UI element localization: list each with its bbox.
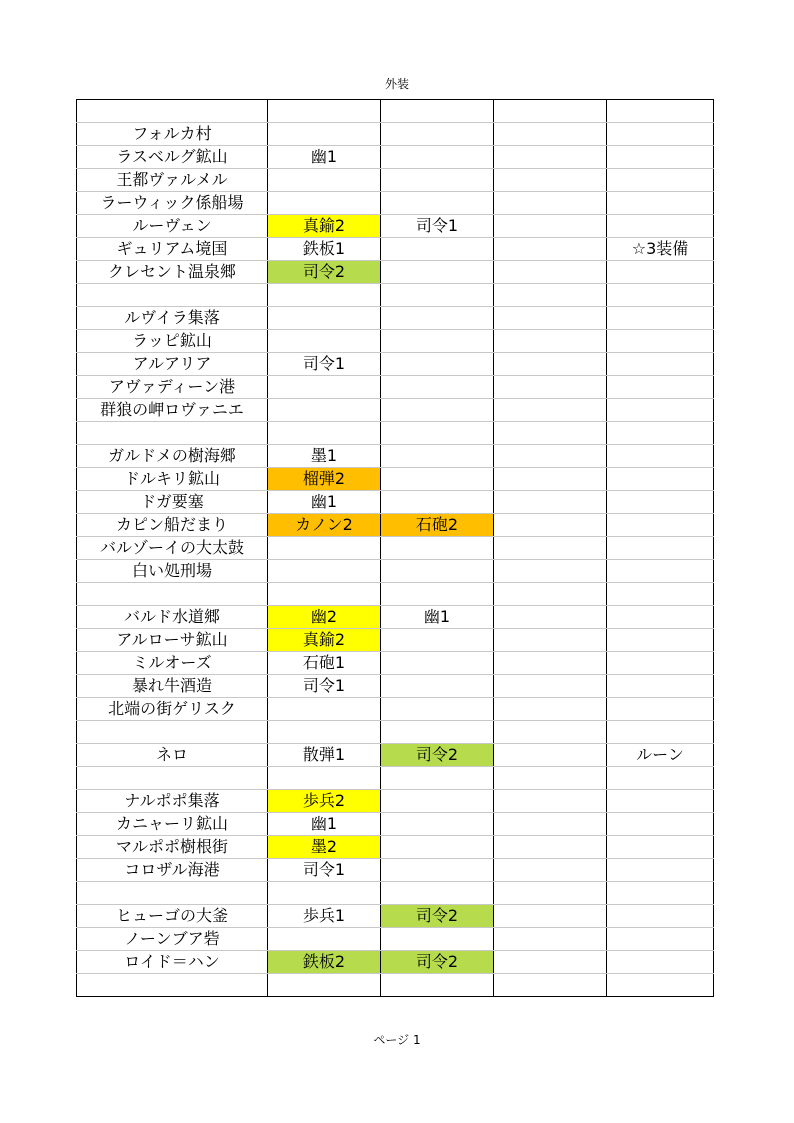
item-cell xyxy=(607,330,714,353)
location-cell: バルゾーイの大太鼓 xyxy=(77,537,268,560)
location-cell: ドガ要塞 xyxy=(77,491,268,514)
item-cell xyxy=(607,882,714,905)
table-row xyxy=(77,859,714,882)
table-row xyxy=(77,813,714,836)
item-cell: 真鍮2 xyxy=(268,215,381,238)
item-cell xyxy=(607,629,714,652)
item-cell xyxy=(494,744,607,767)
item-cell xyxy=(494,537,607,560)
item-cell xyxy=(381,583,494,606)
item-cell xyxy=(268,537,381,560)
item-cell xyxy=(268,192,381,215)
item-cell: 墨2 xyxy=(268,836,381,859)
item-cell xyxy=(381,284,494,307)
item-cell xyxy=(494,514,607,537)
item-cell xyxy=(381,399,494,422)
location-cell: ルヴイラ集落 xyxy=(77,307,268,330)
item-cell: ルーン xyxy=(607,744,714,767)
item-cell: カノン2 xyxy=(268,514,381,537)
table-row xyxy=(77,376,714,399)
item-cell xyxy=(607,813,714,836)
table-row xyxy=(77,974,714,997)
item-cell xyxy=(381,813,494,836)
location-cell xyxy=(77,583,268,606)
item-cell xyxy=(268,721,381,744)
item-cell xyxy=(268,330,381,353)
item-cell: 石砲1 xyxy=(268,652,381,675)
item-cell xyxy=(494,560,607,583)
location-cell: フォルカ村 xyxy=(77,123,268,146)
table-row xyxy=(77,514,714,537)
item-cell: 鉄板1 xyxy=(268,238,381,261)
table-row xyxy=(77,560,714,583)
item-cell xyxy=(268,399,381,422)
item-cell xyxy=(381,422,494,445)
table-row xyxy=(77,767,714,790)
item-cell: 司令2 xyxy=(381,744,494,767)
item-cell xyxy=(381,629,494,652)
table-row xyxy=(77,537,714,560)
table-row xyxy=(77,698,714,721)
item-cell xyxy=(381,169,494,192)
table-row xyxy=(77,261,714,284)
item-cell: 司令2 xyxy=(381,951,494,974)
table-row xyxy=(77,330,714,353)
item-cell xyxy=(494,422,607,445)
item-cell: 真鍮2 xyxy=(268,629,381,652)
item-cell: 歩兵2 xyxy=(268,790,381,813)
location-cell: バルド水道郷 xyxy=(77,606,268,629)
location-cell: アヴァディーン港 xyxy=(77,376,268,399)
location-cell: ロイド＝ハン xyxy=(77,951,268,974)
item-cell xyxy=(494,652,607,675)
item-cell xyxy=(607,583,714,606)
item-cell xyxy=(494,974,607,997)
item-cell xyxy=(494,836,607,859)
spreadsheet-table xyxy=(76,99,714,997)
item-cell xyxy=(494,399,607,422)
table-row xyxy=(77,445,714,468)
location-cell: 暴れ牛酒造 xyxy=(77,675,268,698)
table-row xyxy=(77,238,714,261)
item-cell: 幽1 xyxy=(268,491,381,514)
item-cell xyxy=(268,376,381,399)
location-cell: クレセント温泉郷 xyxy=(77,261,268,284)
item-cell xyxy=(607,721,714,744)
table-row xyxy=(77,606,714,629)
item-cell xyxy=(494,698,607,721)
table-row xyxy=(77,215,714,238)
table-row xyxy=(77,169,714,192)
location-cell: 王都ヴァルメル xyxy=(77,169,268,192)
item-cell xyxy=(494,169,607,192)
item-cell: 歩兵1 xyxy=(268,905,381,928)
page-header: 外装 xyxy=(384,77,409,91)
item-cell xyxy=(381,307,494,330)
table-row xyxy=(77,583,714,606)
item-cell xyxy=(607,284,714,307)
location-cell: コロザル海港 xyxy=(77,859,268,882)
item-cell xyxy=(607,905,714,928)
table-row xyxy=(77,744,714,767)
item-cell xyxy=(494,859,607,882)
location-cell: 北端の街ゲリスク xyxy=(77,698,268,721)
item-cell xyxy=(494,790,607,813)
location-cell: ラスベルグ鉱山 xyxy=(77,146,268,169)
table-row xyxy=(77,468,714,491)
item-cell xyxy=(494,951,607,974)
item-cell xyxy=(381,100,494,123)
item-cell: 幽1 xyxy=(381,606,494,629)
item-cell xyxy=(607,261,714,284)
item-cell xyxy=(607,307,714,330)
item-cell xyxy=(381,675,494,698)
item-cell xyxy=(607,353,714,376)
item-cell xyxy=(381,123,494,146)
location-cell: 白い処刑場 xyxy=(77,560,268,583)
item-cell xyxy=(607,928,714,951)
location-cell: ネロ xyxy=(77,744,268,767)
item-cell: 司令1 xyxy=(268,353,381,376)
table-row xyxy=(77,491,714,514)
table-row xyxy=(77,399,714,422)
item-cell xyxy=(607,767,714,790)
item-cell xyxy=(381,192,494,215)
item-cell xyxy=(607,215,714,238)
location-cell: ヒューゴの大釜 xyxy=(77,905,268,928)
item-cell: 石砲2 xyxy=(381,514,494,537)
item-cell xyxy=(268,123,381,146)
table-row xyxy=(77,307,714,330)
item-cell: ☆3装備 xyxy=(607,238,714,261)
item-cell xyxy=(494,100,607,123)
item-cell: 鉄板2 xyxy=(268,951,381,974)
item-cell xyxy=(268,974,381,997)
location-cell: ミルオーズ xyxy=(77,652,268,675)
item-cell xyxy=(381,376,494,399)
item-cell xyxy=(607,422,714,445)
item-cell xyxy=(494,491,607,514)
item-cell: 散弾1 xyxy=(268,744,381,767)
item-cell xyxy=(494,238,607,261)
item-cell xyxy=(607,606,714,629)
location-cell: ギュリアム境国 xyxy=(77,238,268,261)
table-row xyxy=(77,100,714,123)
item-cell xyxy=(607,537,714,560)
item-cell xyxy=(381,238,494,261)
item-cell xyxy=(494,192,607,215)
location-cell xyxy=(77,284,268,307)
location-cell xyxy=(77,974,268,997)
table-row xyxy=(77,790,714,813)
item-cell xyxy=(494,721,607,744)
item-cell xyxy=(607,514,714,537)
item-cell xyxy=(381,790,494,813)
item-cell xyxy=(381,330,494,353)
item-cell xyxy=(494,468,607,491)
item-cell: 榴弾2 xyxy=(268,468,381,491)
item-cell xyxy=(268,882,381,905)
item-cell xyxy=(381,859,494,882)
item-cell xyxy=(607,169,714,192)
item-cell xyxy=(494,215,607,238)
item-cell xyxy=(494,330,607,353)
item-cell: 司令1 xyxy=(268,675,381,698)
location-cell: カニャーリ鉱山 xyxy=(77,813,268,836)
item-cell xyxy=(268,583,381,606)
item-cell xyxy=(494,261,607,284)
item-cell xyxy=(268,928,381,951)
item-cell: 幽1 xyxy=(268,813,381,836)
item-cell xyxy=(494,882,607,905)
table-row xyxy=(77,882,714,905)
location-cell xyxy=(77,100,268,123)
item-cell xyxy=(381,537,494,560)
item-cell: 墨1 xyxy=(268,445,381,468)
item-cell: 司令2 xyxy=(381,905,494,928)
location-cell: ドルキリ鉱山 xyxy=(77,468,268,491)
item-cell xyxy=(381,560,494,583)
item-cell xyxy=(381,974,494,997)
table-row xyxy=(77,284,714,307)
item-cell xyxy=(607,836,714,859)
item-cell xyxy=(607,974,714,997)
item-cell xyxy=(607,399,714,422)
item-cell xyxy=(381,146,494,169)
item-cell xyxy=(494,813,607,836)
item-cell xyxy=(494,307,607,330)
location-cell: 群狼の岬ロヴァニエ xyxy=(77,399,268,422)
item-cell: 幽2 xyxy=(268,606,381,629)
table-row xyxy=(77,123,714,146)
item-cell xyxy=(607,123,714,146)
item-cell xyxy=(268,767,381,790)
location-cell: アルアリア xyxy=(77,353,268,376)
table-row xyxy=(77,675,714,698)
item-cell xyxy=(381,882,494,905)
item-cell xyxy=(268,169,381,192)
item-cell xyxy=(607,859,714,882)
location-cell: ラーウィック係船場 xyxy=(77,192,268,215)
item-cell xyxy=(494,583,607,606)
item-cell xyxy=(607,445,714,468)
table-row xyxy=(77,836,714,859)
table-row xyxy=(77,652,714,675)
item-cell xyxy=(607,376,714,399)
item-cell xyxy=(494,767,607,790)
item-cell xyxy=(381,721,494,744)
location-cell: マルポポ樹根街 xyxy=(77,836,268,859)
item-cell xyxy=(268,422,381,445)
item-cell xyxy=(268,698,381,721)
location-cell: カピン船だまり xyxy=(77,514,268,537)
item-cell: 幽1 xyxy=(268,146,381,169)
table-row xyxy=(77,422,714,445)
location-cell xyxy=(77,422,268,445)
item-cell xyxy=(381,353,494,376)
location-cell xyxy=(77,721,268,744)
location-cell: ラッピ鉱山 xyxy=(77,330,268,353)
table-row xyxy=(77,905,714,928)
item-cell xyxy=(381,652,494,675)
item-cell xyxy=(607,192,714,215)
item-cell xyxy=(494,353,607,376)
location-cell: ナルポポ集落 xyxy=(77,790,268,813)
item-cell xyxy=(494,376,607,399)
item-cell xyxy=(381,928,494,951)
item-cell xyxy=(381,468,494,491)
item-cell xyxy=(494,928,607,951)
table-row xyxy=(77,951,714,974)
item-cell xyxy=(381,261,494,284)
item-cell xyxy=(607,652,714,675)
table-row xyxy=(77,353,714,376)
item-cell xyxy=(381,698,494,721)
item-cell xyxy=(381,767,494,790)
item-cell xyxy=(607,790,714,813)
location-cell: ガルドメの樹海郷 xyxy=(77,445,268,468)
item-cell xyxy=(607,675,714,698)
item-cell xyxy=(607,560,714,583)
location-cell xyxy=(77,882,268,905)
location-cell: ルーヴェン xyxy=(77,215,268,238)
location-cell xyxy=(77,767,268,790)
item-cell xyxy=(494,445,607,468)
item-cell xyxy=(381,836,494,859)
item-cell xyxy=(494,905,607,928)
item-cell xyxy=(268,560,381,583)
item-cell xyxy=(607,491,714,514)
item-cell xyxy=(268,284,381,307)
item-cell: 司令2 xyxy=(268,261,381,284)
table-row xyxy=(77,629,714,652)
item-cell xyxy=(494,606,607,629)
item-cell xyxy=(494,284,607,307)
page-footer: ページ 1 xyxy=(373,1033,421,1047)
item-cell xyxy=(607,951,714,974)
item-cell xyxy=(494,675,607,698)
item-cell xyxy=(268,100,381,123)
item-cell xyxy=(381,445,494,468)
item-cell xyxy=(494,146,607,169)
table-row xyxy=(77,192,714,215)
table-row xyxy=(77,721,714,744)
location-cell: アルローサ鉱山 xyxy=(77,629,268,652)
item-cell xyxy=(268,307,381,330)
item-cell xyxy=(494,123,607,146)
item-cell xyxy=(607,698,714,721)
location-cell: ノーンブア砦 xyxy=(77,928,268,951)
item-cell xyxy=(607,468,714,491)
item-cell xyxy=(607,100,714,123)
item-cell xyxy=(381,491,494,514)
item-cell xyxy=(607,146,714,169)
item-cell: 司令1 xyxy=(268,859,381,882)
item-cell: 司令1 xyxy=(381,215,494,238)
table-row xyxy=(77,146,714,169)
table-row xyxy=(77,928,714,951)
item-cell xyxy=(494,629,607,652)
